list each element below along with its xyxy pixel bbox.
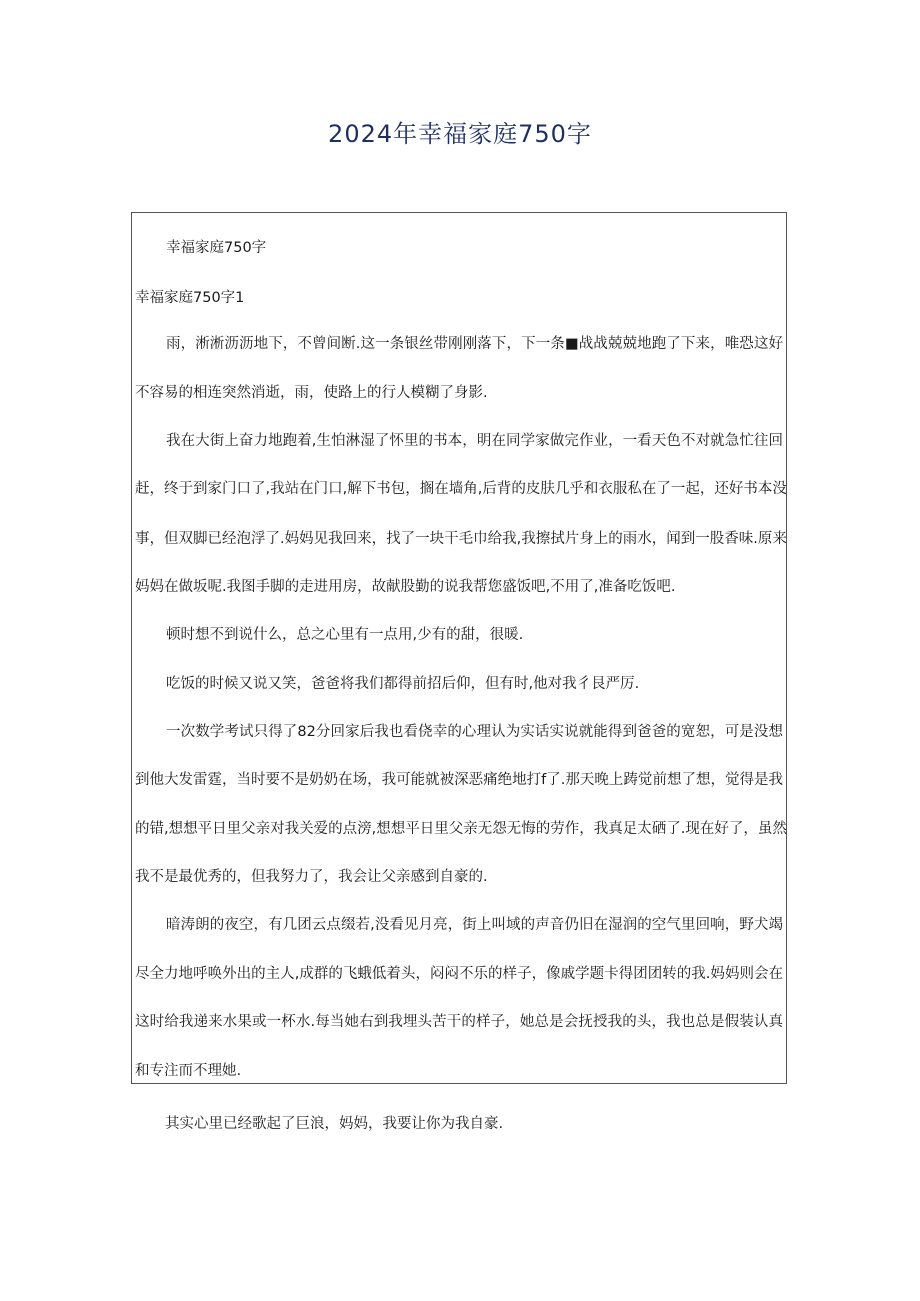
closing-paragraph: 其实心里已经歌起了巨浪，妈妈，我要让你为我自豪.: [165, 1116, 504, 1132]
essay-subheading: 幸福家庭750字1: [135, 290, 245, 306]
document-title: 2024年幸福家庭750字: [328, 120, 592, 148]
paragraph-line: 顿时想不到说什么，总之心里有一点用,少有的甜，很暖.: [166, 627, 524, 643]
paragraph-line: 事，但双脚已经泡浮了.妈妈见我回来，找了一块干毛巾给我,我擦拭片身上的雨水，闻到一股香味.原来: [135, 531, 787, 547]
paragraph-line: 我不是最优秀的，但我努力了，我会让父亲感到自豪的.: [135, 869, 488, 885]
paragraph-line: 到他大发雷霆，当时要不是奶奶在场，我可能就被深恶痛绝地打f了.那天晚上踌觉前想了想，觉得是我: [135, 772, 783, 788]
paragraph-line: 尽全力地呼唤外出的主人,成群的飞蛾低着头，闷闷不乐的样子，像戚学题卡得团团转的我.妈妈则会在: [135, 966, 783, 982]
paragraph-line: 吃饭的时候又说又笑，爸爸将我们都得前招后仰，但有时,他对我彳艮严厉.: [166, 676, 640, 692]
paragraph-line: 这时给我递来水果或一杯水.每当她右到我埋头苦干的样子，她总是会抚授我的头，我也总是假装认真: [135, 1014, 783, 1030]
paragraph-line: 的错,想想平日里父亲对我关爱的点滂,想想平日里父亲无怨无悔的劳作，我真足太硒了.现在好了，虽然: [135, 821, 787, 837]
paragraph-line: 一次数学考试只得了82分回家后我也看侥幸的心理认为实话实说就能得到爸爸的宽恕，可是没想: [166, 724, 783, 740]
paragraph-line: 雨，淅淅沥沥地下，不曾间断.这一条银丝带刚刚落下，下一条■战战兢兢地跑了下来，唯恐这好: [166, 336, 783, 352]
paragraph-line: 暗涛朗的夜空，有几团云点缀若,没看见月亮，街上叫域的声音仍旧在湿润的空气里回响，野犬竭: [166, 917, 783, 933]
paragraph-line: 我在大街上奋力地跑着,生怕淋湿了怀里的书本，明在同学家做完作业，一看天色不对就急忙往回: [166, 433, 783, 449]
essay-heading: 幸福家庭750字: [166, 240, 267, 256]
paragraph-line: 和专注而不理她.: [135, 1063, 242, 1079]
content-box: [131, 212, 787, 1084]
paragraph-line: 不容易的相连突然消逝，雨，使路上的行人模糊了身影.: [135, 385, 488, 401]
paragraph-line: 赶，终于到家门口了,我站在门口,解下书包，搁在墙角,后背的皮肤几乎和衣服私在了一起，还好书本没: [135, 481, 787, 497]
paragraph-line: 妈妈在做坂呢.我图手脚的走进用房，故献股勤的说我帮您盛饭吧,不用了,准备吃饭吧.: [135, 579, 676, 595]
